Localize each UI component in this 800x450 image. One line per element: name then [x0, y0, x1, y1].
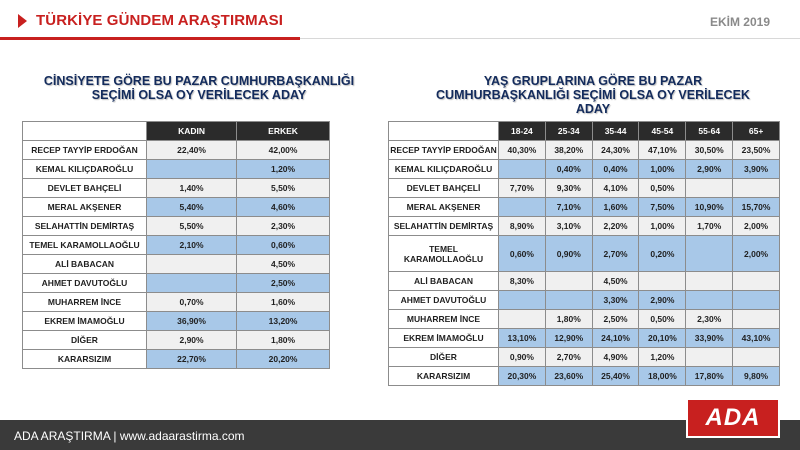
value-cell: 1,80% — [545, 310, 592, 329]
value-cell — [733, 310, 780, 329]
value-cell: 0,40% — [592, 160, 639, 179]
value-cell: 5,50% — [147, 217, 237, 236]
value-cell: 9,30% — [545, 179, 592, 198]
value-cell: 1,60% — [592, 198, 639, 217]
value-cell: 2,90% — [639, 291, 686, 310]
value-cell: 2,50% — [592, 310, 639, 329]
header-arrow-icon — [18, 14, 27, 28]
table-row — [23, 236, 330, 255]
row-label: TEMEL KARAMOLLAOĞLU — [389, 236, 499, 272]
value-cell — [545, 272, 592, 291]
header-blank-cell — [389, 122, 499, 141]
value-cell: 13,20% — [237, 312, 330, 331]
value-cell — [147, 274, 237, 293]
table-header-row — [23, 122, 330, 141]
value-cell: 1,40% — [147, 179, 237, 198]
table-row — [23, 141, 330, 160]
value-cell: 0,40% — [545, 160, 592, 179]
column-header-kadin: KADIN — [147, 122, 237, 141]
column-header-65-plus: 65+ — [733, 122, 780, 141]
gender-title-line2: SEÇİMİ OLSA OY VERİLECEK ADAY — [91, 88, 307, 102]
table-row — [389, 291, 780, 310]
table-row — [23, 160, 330, 179]
header-accent-line — [0, 37, 300, 40]
age-vote-table — [388, 121, 780, 386]
value-cell — [733, 272, 780, 291]
value-cell: 24,30% — [592, 141, 639, 160]
row-label: KARARSIZIM — [23, 350, 147, 369]
value-cell: 1,70% — [686, 217, 733, 236]
value-cell: 10,90% — [686, 198, 733, 217]
gender-vote-table — [22, 121, 330, 369]
value-cell: 2,70% — [592, 236, 639, 272]
value-cell: 7,50% — [639, 198, 686, 217]
age-section-title — [410, 74, 776, 116]
row-label: AHMET DAVUTOĞLU — [23, 274, 147, 293]
row-label: MUHARREM İNCE — [23, 293, 147, 312]
value-cell — [686, 291, 733, 310]
value-cell — [499, 291, 546, 310]
value-cell — [639, 272, 686, 291]
value-cell — [733, 348, 780, 367]
value-cell — [545, 291, 592, 310]
table-header-row — [389, 122, 780, 141]
value-cell: 0,50% — [639, 310, 686, 329]
value-cell: 2,20% — [592, 217, 639, 236]
value-cell — [686, 179, 733, 198]
row-label: DİĞER — [23, 331, 147, 350]
value-cell: 15,70% — [733, 198, 780, 217]
table-row — [23, 255, 330, 274]
value-cell: 23,60% — [545, 367, 592, 386]
value-cell: 47,10% — [639, 141, 686, 160]
value-cell — [733, 179, 780, 198]
table-row — [389, 217, 780, 236]
row-label: SELAHATTİN DEMİRTAŞ — [23, 217, 147, 236]
table-row — [389, 198, 780, 217]
value-cell: 40,30% — [499, 141, 546, 160]
row-label: ALİ BABACAN — [389, 272, 499, 291]
value-cell: 12,90% — [545, 329, 592, 348]
value-cell: 20,30% — [499, 367, 546, 386]
row-label: RECEP TAYYİP ERDOĞAN — [389, 141, 499, 160]
row-label: KEMAL KILIÇDAROĞLU — [23, 160, 147, 179]
value-cell: 3,30% — [592, 291, 639, 310]
value-cell: 13,10% — [499, 329, 546, 348]
ada-logo — [686, 398, 780, 438]
value-cell: 1,60% — [237, 293, 330, 312]
value-cell: 2,70% — [545, 348, 592, 367]
value-cell: 38,20% — [545, 141, 592, 160]
row-label: KARARSIZIM — [389, 367, 499, 386]
row-label: KEMAL KILIÇDAROĞLU — [389, 160, 499, 179]
value-cell: 2,90% — [147, 331, 237, 350]
value-cell: 2,00% — [733, 217, 780, 236]
value-cell: 43,10% — [733, 329, 780, 348]
logo-text: ADA — [705, 404, 761, 431]
value-cell: 22,70% — [147, 350, 237, 369]
table-row — [389, 329, 780, 348]
age-title-line2: CUMHURBAŞKANLIĞI SEÇİMİ OLSA OY VERİLECEK — [436, 88, 750, 102]
value-cell: 3,10% — [545, 217, 592, 236]
value-cell: 2,10% — [147, 236, 237, 255]
value-cell: 1,00% — [639, 217, 686, 236]
row-label: ALİ BABACAN — [23, 255, 147, 274]
value-cell — [686, 272, 733, 291]
row-label: RECEP TAYYİP ERDOĞAN — [23, 141, 147, 160]
value-cell: 7,70% — [499, 179, 546, 198]
report-date: EKİM 2019 — [709, 15, 770, 29]
column-header-45-54: 45-54 — [639, 122, 686, 141]
value-cell: 30,50% — [686, 141, 733, 160]
value-cell — [147, 255, 237, 274]
row-label: SELAHATTİN DEMİRTAŞ — [389, 217, 499, 236]
table-row — [23, 179, 330, 198]
column-header-18-24: 18-24 — [499, 122, 546, 141]
table-row — [23, 312, 330, 331]
value-cell: 1,80% — [237, 331, 330, 350]
gender-title-line1: CİNSİYETE GÖRE BU PAZAR CUMHURBAŞKANLIĞI — [43, 74, 355, 88]
value-cell — [499, 198, 546, 217]
value-cell: 3,90% — [733, 160, 780, 179]
value-cell: 2,00% — [733, 236, 780, 272]
value-cell — [686, 348, 733, 367]
value-cell: 2,90% — [686, 160, 733, 179]
value-cell: 0,90% — [545, 236, 592, 272]
table-row — [389, 160, 780, 179]
value-cell — [733, 291, 780, 310]
column-header-erkek: ERKEK — [237, 122, 330, 141]
value-cell: 25,40% — [592, 367, 639, 386]
age-title-line3: ADAY — [575, 102, 611, 116]
value-cell: 22,40% — [147, 141, 237, 160]
value-cell: 17,80% — [686, 367, 733, 386]
table-row — [23, 331, 330, 350]
value-cell: 23,50% — [733, 141, 780, 160]
row-label: EKREM İMAMOĞLU — [389, 329, 499, 348]
table-row — [389, 179, 780, 198]
value-cell: 1,00% — [639, 160, 686, 179]
value-cell — [147, 160, 237, 179]
row-label: MERAL AKŞENER — [389, 198, 499, 217]
value-cell: 0,70% — [147, 293, 237, 312]
value-cell: 4,90% — [592, 348, 639, 367]
table-row — [23, 217, 330, 236]
value-cell — [499, 160, 546, 179]
table-row — [23, 350, 330, 369]
value-cell: 20,20% — [237, 350, 330, 369]
gender-section-title — [18, 74, 380, 102]
value-cell: 9,80% — [733, 367, 780, 386]
column-header-25-34: 25-34 — [545, 122, 592, 141]
age-title-line1: YAŞ GRUPLARINA GÖRE BU PAZAR — [483, 74, 703, 88]
table-row — [389, 236, 780, 272]
page-title: TÜRKİYE GÜNDEM ARAŞTIRMASI — [36, 12, 284, 29]
value-cell: 5,50% — [237, 179, 330, 198]
value-cell: 18,00% — [639, 367, 686, 386]
value-cell: 8,30% — [499, 272, 546, 291]
value-cell: 2,30% — [237, 217, 330, 236]
table-row — [23, 293, 330, 312]
value-cell: 5,40% — [147, 198, 237, 217]
row-label: DİĞER — [389, 348, 499, 367]
column-header-35-44: 35-44 — [592, 122, 639, 141]
value-cell: 2,50% — [237, 274, 330, 293]
value-cell: 33,90% — [686, 329, 733, 348]
row-label: EKREM İMAMOĞLU — [23, 312, 147, 331]
header-blank-cell — [23, 122, 147, 141]
value-cell: 0,50% — [639, 179, 686, 198]
value-cell: 1,20% — [237, 160, 330, 179]
row-label: MUHARREM İNCE — [389, 310, 499, 329]
value-cell: 4,10% — [592, 179, 639, 198]
value-cell: 24,10% — [592, 329, 639, 348]
value-cell — [499, 310, 546, 329]
row-label: AHMET DAVUTOĞLU — [389, 291, 499, 310]
value-cell: 4,50% — [592, 272, 639, 291]
footer-text: ADA ARAŞTIRMA | www.adaarastirma.com — [14, 429, 245, 443]
table-row — [23, 198, 330, 217]
table-row — [389, 141, 780, 160]
value-cell: 0,60% — [499, 236, 546, 272]
value-cell: 0,90% — [499, 348, 546, 367]
table-row — [389, 348, 780, 367]
value-cell: 0,20% — [639, 236, 686, 272]
value-cell: 1,20% — [639, 348, 686, 367]
row-label: MERAL AKŞENER — [23, 198, 147, 217]
value-cell — [686, 236, 733, 272]
value-cell: 2,30% — [686, 310, 733, 329]
column-header-55-64: 55-64 — [686, 122, 733, 141]
table-row — [389, 310, 780, 329]
table-row — [23, 274, 330, 293]
value-cell: 0,60% — [237, 236, 330, 255]
value-cell: 7,10% — [545, 198, 592, 217]
value-cell: 4,50% — [237, 255, 330, 274]
row-label: TEMEL KARAMOLLAOĞLU — [23, 236, 147, 255]
row-label: DEVLET BAHÇELİ — [389, 179, 499, 198]
table-row — [389, 367, 780, 386]
value-cell: 20,10% — [639, 329, 686, 348]
value-cell: 8,90% — [499, 217, 546, 236]
table-row — [389, 272, 780, 291]
row-label: DEVLET BAHÇELİ — [23, 179, 147, 198]
value-cell: 4,60% — [237, 198, 330, 217]
value-cell: 36,90% — [147, 312, 237, 331]
value-cell: 42,00% — [237, 141, 330, 160]
